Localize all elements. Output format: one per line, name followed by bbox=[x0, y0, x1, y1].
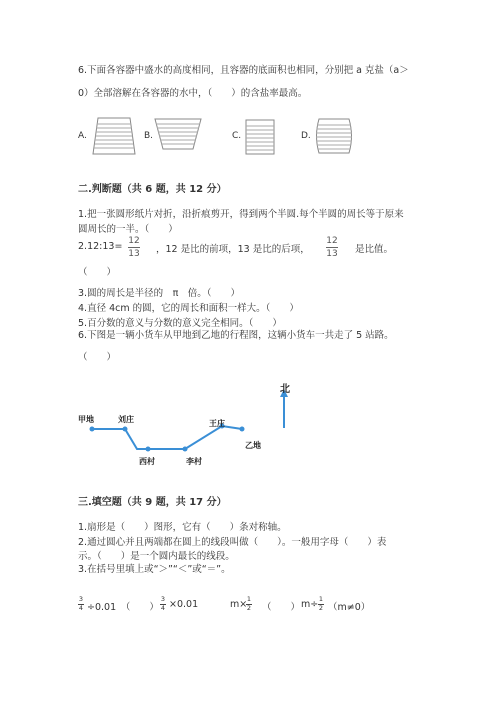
station-dot-liuzhuang bbox=[123, 427, 128, 432]
north-label: 北 bbox=[280, 384, 290, 395]
station-dot-xicun bbox=[146, 447, 151, 452]
section3-title: 三.填空题（共 9 题，共 17 分） bbox=[78, 497, 227, 508]
option-c-label: C. bbox=[232, 131, 242, 141]
container-d-barrel bbox=[314, 118, 354, 154]
container-a-trapezoid bbox=[92, 117, 136, 155]
expr1-fraction: 3 4 bbox=[78, 595, 84, 612]
judge-q1-line1: 1.把一张圆形纸片对折，沿折痕剪开，得到两个半圆.每个半圆的周长等于原来 bbox=[78, 209, 404, 220]
judge-q3: 3.圆的周长是半径的 π 倍。（ ） bbox=[78, 288, 241, 299]
station-dot-jiadi bbox=[90, 427, 95, 432]
fill-q2-line2: 示。（ ）是一个圆内最长的线段。 bbox=[78, 551, 235, 562]
judge-q2-paren: （ ） bbox=[78, 267, 117, 278]
container-b-inverted-trapezoid bbox=[154, 118, 202, 150]
judge-q2-mid: ，12 是比的前项，13 是比的后项， bbox=[156, 244, 310, 255]
judge-q2-suffix: 是比值。 bbox=[355, 244, 394, 255]
expr3-pre: m× bbox=[230, 599, 248, 610]
station-jiadi: 甲地 bbox=[78, 415, 94, 424]
judge-q6-line1: 6.下图是一辆小货车从甲地到乙地的行程图，这辆小货车一共走了 5 站路。 bbox=[78, 330, 394, 341]
judge-q5: 5.百分数的意义与分数的意义完全相同。（ ） bbox=[78, 318, 282, 329]
expr3-fraction: 1 2 bbox=[246, 595, 252, 612]
route-line bbox=[92, 426, 242, 449]
expr4-rest: （m≠0） bbox=[328, 602, 371, 613]
option-a-label: A. bbox=[78, 131, 87, 141]
q6-line1: 6.下面各容器中盛水的高度相同，且容器的底面积也相同，分别把 a 克盐（a＞ bbox=[78, 65, 409, 76]
route-map bbox=[70, 380, 300, 460]
section2-title: 二.判断题（共 6 题，共 12 分） bbox=[78, 184, 227, 195]
expr3-mid: （ ） bbox=[262, 602, 301, 613]
expr1-rest: ÷0.01 （ ） bbox=[87, 602, 159, 613]
container-c-rectangle bbox=[245, 119, 275, 155]
fill-q3: 3.在括号里填上或“＞”“＜”或“＝”。 bbox=[78, 564, 231, 575]
judge-q2-fraction-2: 12 13 bbox=[326, 236, 338, 259]
station-licun: 李村 bbox=[186, 457, 202, 466]
expr2-rest: ×0.01 bbox=[169, 599, 199, 610]
option-d-label: D. bbox=[301, 131, 311, 141]
q6-line2: 0）全部溶解在各容器的水中，（ ）的含盐率最高。 bbox=[78, 88, 308, 99]
expr4-fraction: 1 2 bbox=[318, 595, 324, 612]
judge-q4: 4.直径 4cm 的圆，它的周长和面积一样大。（ ） bbox=[78, 303, 299, 314]
judge-q1-line2: 圆周长的一半。（ ） bbox=[78, 224, 178, 235]
station-yidi: 乙地 bbox=[245, 441, 261, 450]
expr4-pre: m÷ bbox=[301, 599, 319, 610]
option-b-label: B. bbox=[144, 131, 154, 141]
station-dot-yidi bbox=[240, 427, 245, 432]
station-xicun: 西村 bbox=[139, 457, 155, 466]
judge-q2-prefix: 2.12:13= bbox=[78, 241, 123, 252]
judge-q2-fraction: 12 13 bbox=[128, 236, 140, 259]
station-dot-licun bbox=[183, 447, 188, 452]
expr2-fraction: 3 4 bbox=[160, 595, 166, 612]
fill-q2-line1: 2.通过圆心并且两端都在圆上的线段叫做（ ）。一般用字母（ ）表 bbox=[78, 537, 387, 548]
station-wangzhuang: 王庄 bbox=[209, 419, 225, 428]
judge-q6-paren: （ ） bbox=[78, 352, 117, 363]
fill-q1: 1.扇形是（ ）图形，它有（ ）条对称轴。 bbox=[78, 522, 287, 533]
station-liuzhuang: 刘庄 bbox=[118, 415, 134, 424]
